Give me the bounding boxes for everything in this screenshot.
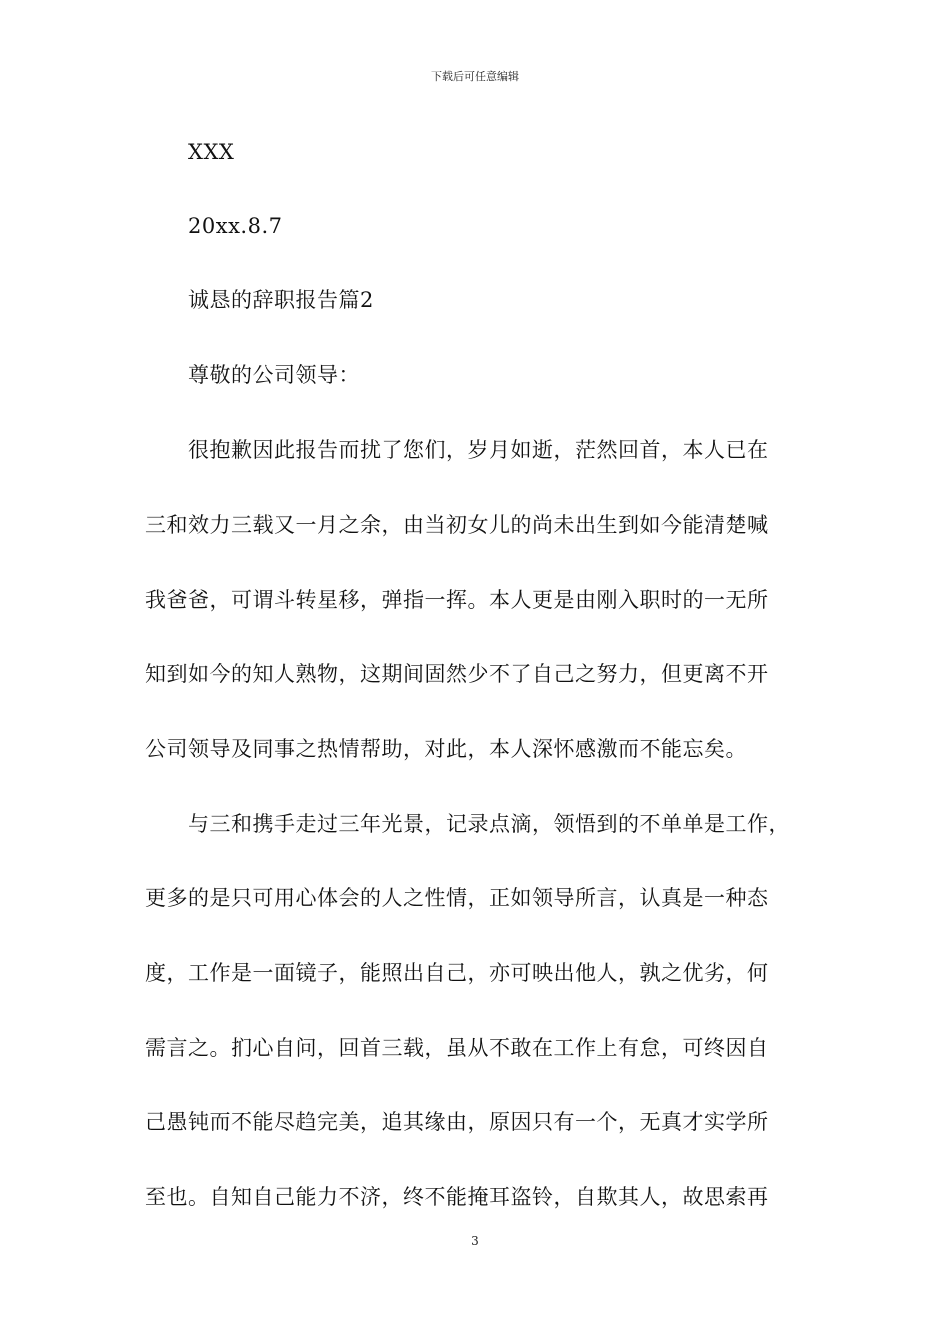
- paragraph-2-line-5: 己愚钝而不能尽趋完美，追其缘由，原因只有一个，无真才实学所: [145, 1110, 769, 1134]
- paragraph-1-line-5: 公司领导及同事之热情帮助，对此，本人深怀感激而不能忘矣。: [145, 737, 747, 761]
- paragraph-2-line-3: 度，工作是一面镜子，能照出自己，亦可映出他人，孰之优劣，何: [145, 961, 769, 985]
- paragraph-1-line-4: 知到如今的知人熟物，这期间固然少不了自己之努力，但更离不开: [145, 662, 769, 686]
- page-header: 下载后可任意编辑: [431, 70, 519, 83]
- section-title: 诚恳的辞职报告篇2: [188, 288, 374, 312]
- paragraph-1-line-3: 我爸爸，可谓斗转星移，弹指一挥。本人更是由刚入职时的一无所: [145, 588, 769, 612]
- paragraph-2-line-4: 需言之。扪心自问，回首三载，虽从不敢在工作上有怠，可终因自: [145, 1036, 769, 1060]
- paragraph-2-line-6: 至也。自知自己能力不济，终不能掩耳盗铃，自欺其人，故思索再: [145, 1185, 769, 1209]
- paragraph-1-line-1: 很抱歉因此报告而扰了您们，岁月如逝，茫然回首，本人已在: [188, 438, 769, 462]
- paragraph-2-line-2: 更多的是只可用心体会的人之性情，正如领导所言，认真是一种态: [145, 886, 769, 910]
- signature-date: 20xx.8.7: [188, 214, 283, 238]
- signature-name: XXX: [188, 140, 235, 164]
- paragraph-1-line-2: 三和效力三载又一月之余，由当初女儿的尚未出生到如今能清楚喊: [145, 513, 769, 537]
- page-number: 3: [471, 1234, 479, 1248]
- paragraph-2-line-1: 与三和携手走过三年光景，记录点滴，领悟到的不单单是工作，: [188, 812, 790, 836]
- salutation: 尊敬的公司领导：: [188, 363, 360, 387]
